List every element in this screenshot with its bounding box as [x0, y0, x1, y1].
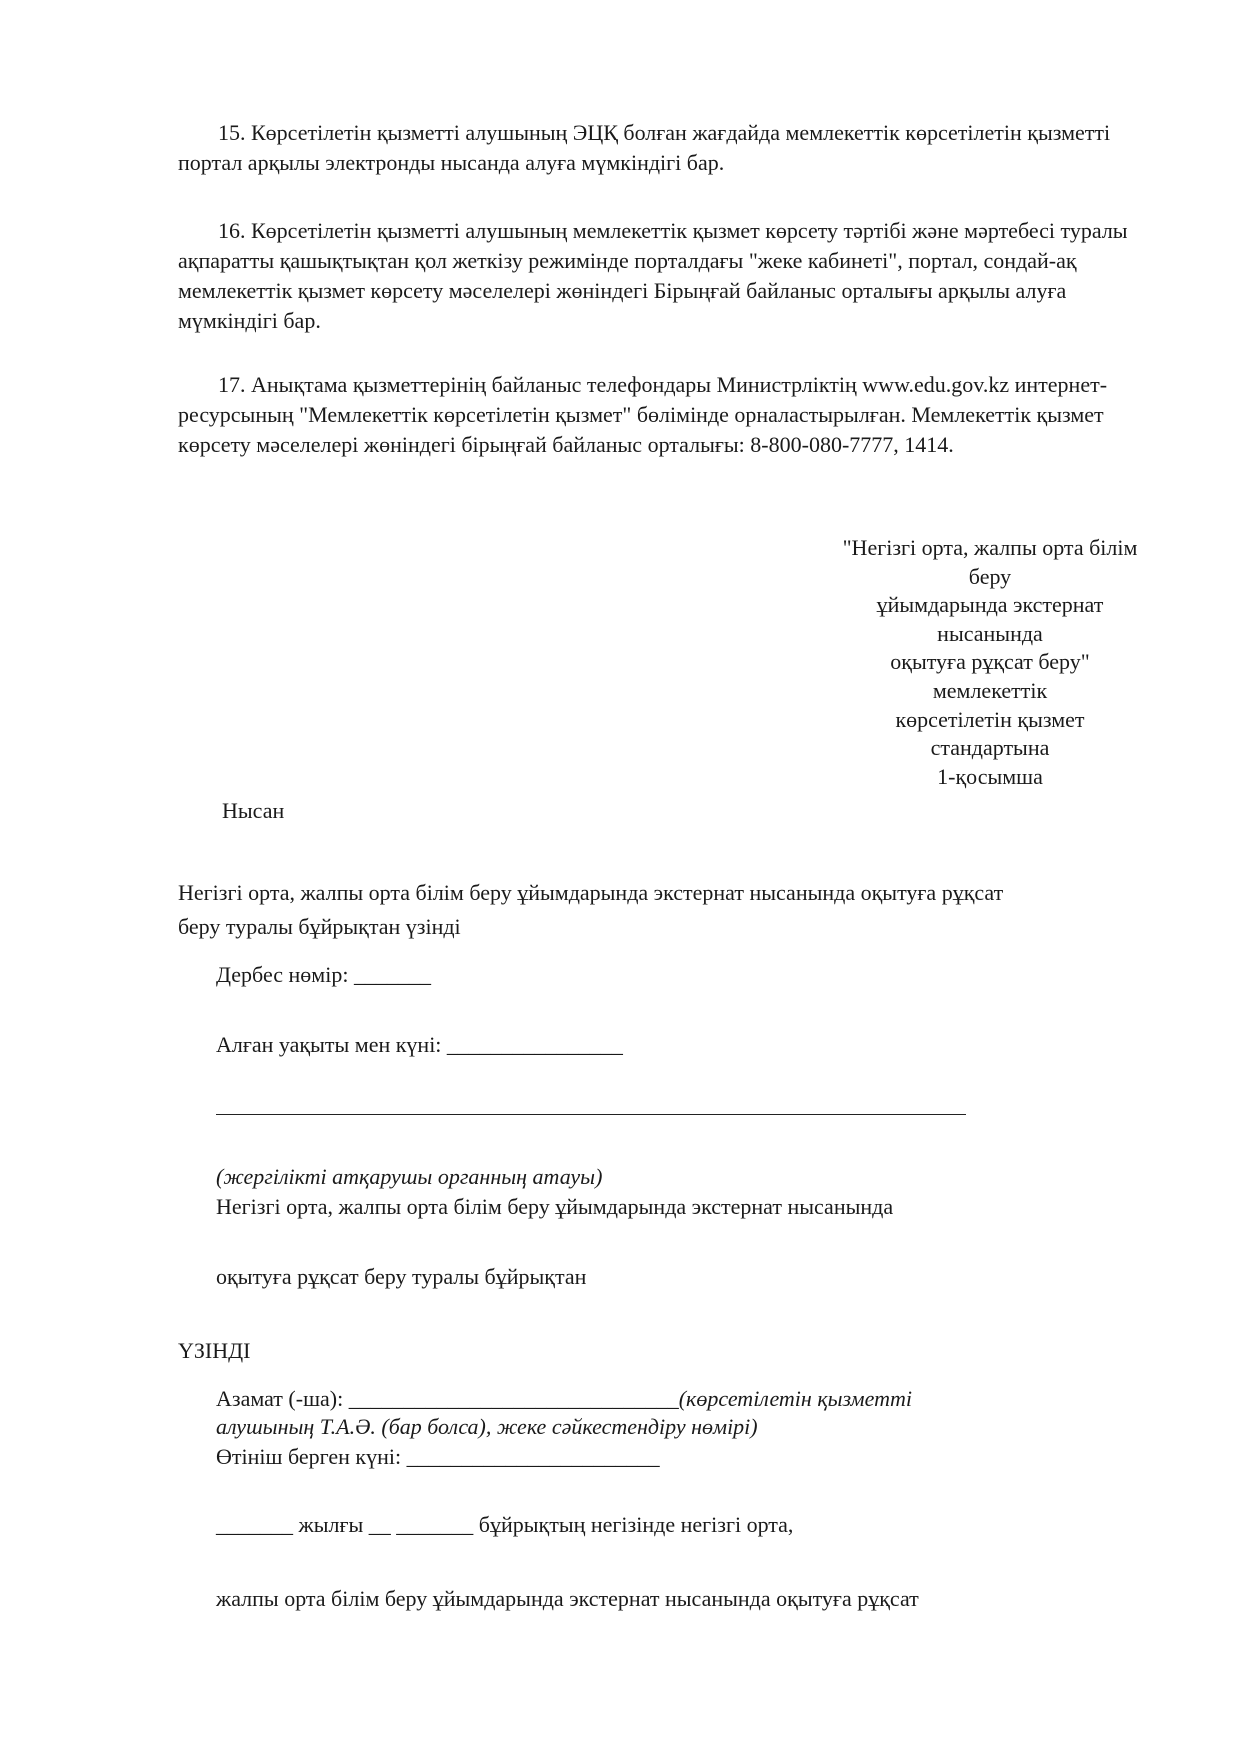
order-basis-line: _______ жылғы __ _______ бұйрықтың негізінде негізгі орта,: [216, 1512, 794, 1537]
form-label: Нысан: [222, 798, 285, 823]
annex-line: мемлекеттік: [932, 677, 1048, 703]
paragraph-17: 17. Анықтама қызметтерінің байланыс телефондары Министрліктің www.edu.gov.kz интернет-ресурсының "Мемлекеттік көрсетілетін қызмет" бөлімінде орналастырылған. Мемлекеттік қызмет көрсету мәселелері жөніндегі бірыңғай байланыс орталығы: 8-800-080-7777, 1414.: [178, 372, 1108, 457]
annex-line: 1-қосымша: [937, 763, 1043, 789]
annex-line: нысанында: [937, 620, 1043, 646]
annex-line: "Негізгі орта, жалпы орта білім: [842, 535, 1138, 560]
form-title-line-2: беру туралы бұйрықтан үзінді: [178, 914, 461, 939]
annex-line: оқытуға рұқсат беру": [890, 649, 1090, 675]
authority-name-line: [216, 1114, 966, 1115]
citizen-row: [216, 1384, 912, 1414]
paragraph-15: 15. Көрсетілетін қызметті алушының ЭЦҚ болған жағдайда мемлекеттік көрсетілетін қызметті портал арқылы электронды нысанда алуға мүмкіндігі бар.: [178, 120, 1111, 175]
citizen-caption-line-2: алушының Т.А.Ә. (бар болса), жеке сәйкестендіру нөмірі): [216, 1414, 758, 1439]
annex-reference: [760, 534, 1220, 791]
received-datetime-field: Алған уақыты мен күні: ________________: [216, 1032, 623, 1057]
form-title-line-1: Негізгі орта, жалпы орта білім беру ұйымдарында экстернат нысанында оқытуға рұқсат: [178, 880, 1004, 905]
annex-line: беру: [968, 563, 1012, 589]
annex-line: ұйымдарында экстернат: [876, 592, 1104, 618]
permission-line: жалпы орта білім беру ұйымдарында экстернат нысанында оқытуға рұқсат: [216, 1586, 919, 1611]
personal-number-field: Дербес нөмір: _______: [216, 962, 431, 987]
authority-caption: (жергілікті атқарушы органның атауы): [216, 1164, 603, 1189]
citizen-caption: (көрсетілетін қызметті: [678, 1386, 912, 1411]
order-title-line-1: Негізгі орта, жалпы орта білім беру ұйымдарында экстернат нысанында: [216, 1194, 894, 1219]
citizen-field: Азамат (-ша): ______________________________: [216, 1386, 679, 1411]
extract-heading: ҮЗІНДІ: [178, 1338, 251, 1363]
annex-line: көрсетілетін қызмет: [895, 706, 1085, 732]
application-date-field: Өтініш берген күні: _______________________: [216, 1444, 660, 1469]
paragraph-16: 16. Көрсетілетін қызметті алушының мемлекеттік қызмет көрсету тәртібі және мәртебесі туралы ақпаратты қашықтықтан қол жеткізу режимінде порталдағы "жеке кабинеті", портал, сондай-ақ мемлекеттік қызмет көрсету мәселелері жөніндегі Бірыңғай байланыс орталығы арқылы алуға мүмкіндігі бар.: [178, 218, 1128, 333]
annex-line: стандартына: [930, 735, 1050, 761]
order-title-line-2: оқытуға рұқсат беру туралы бұйрықтан: [216, 1264, 587, 1289]
